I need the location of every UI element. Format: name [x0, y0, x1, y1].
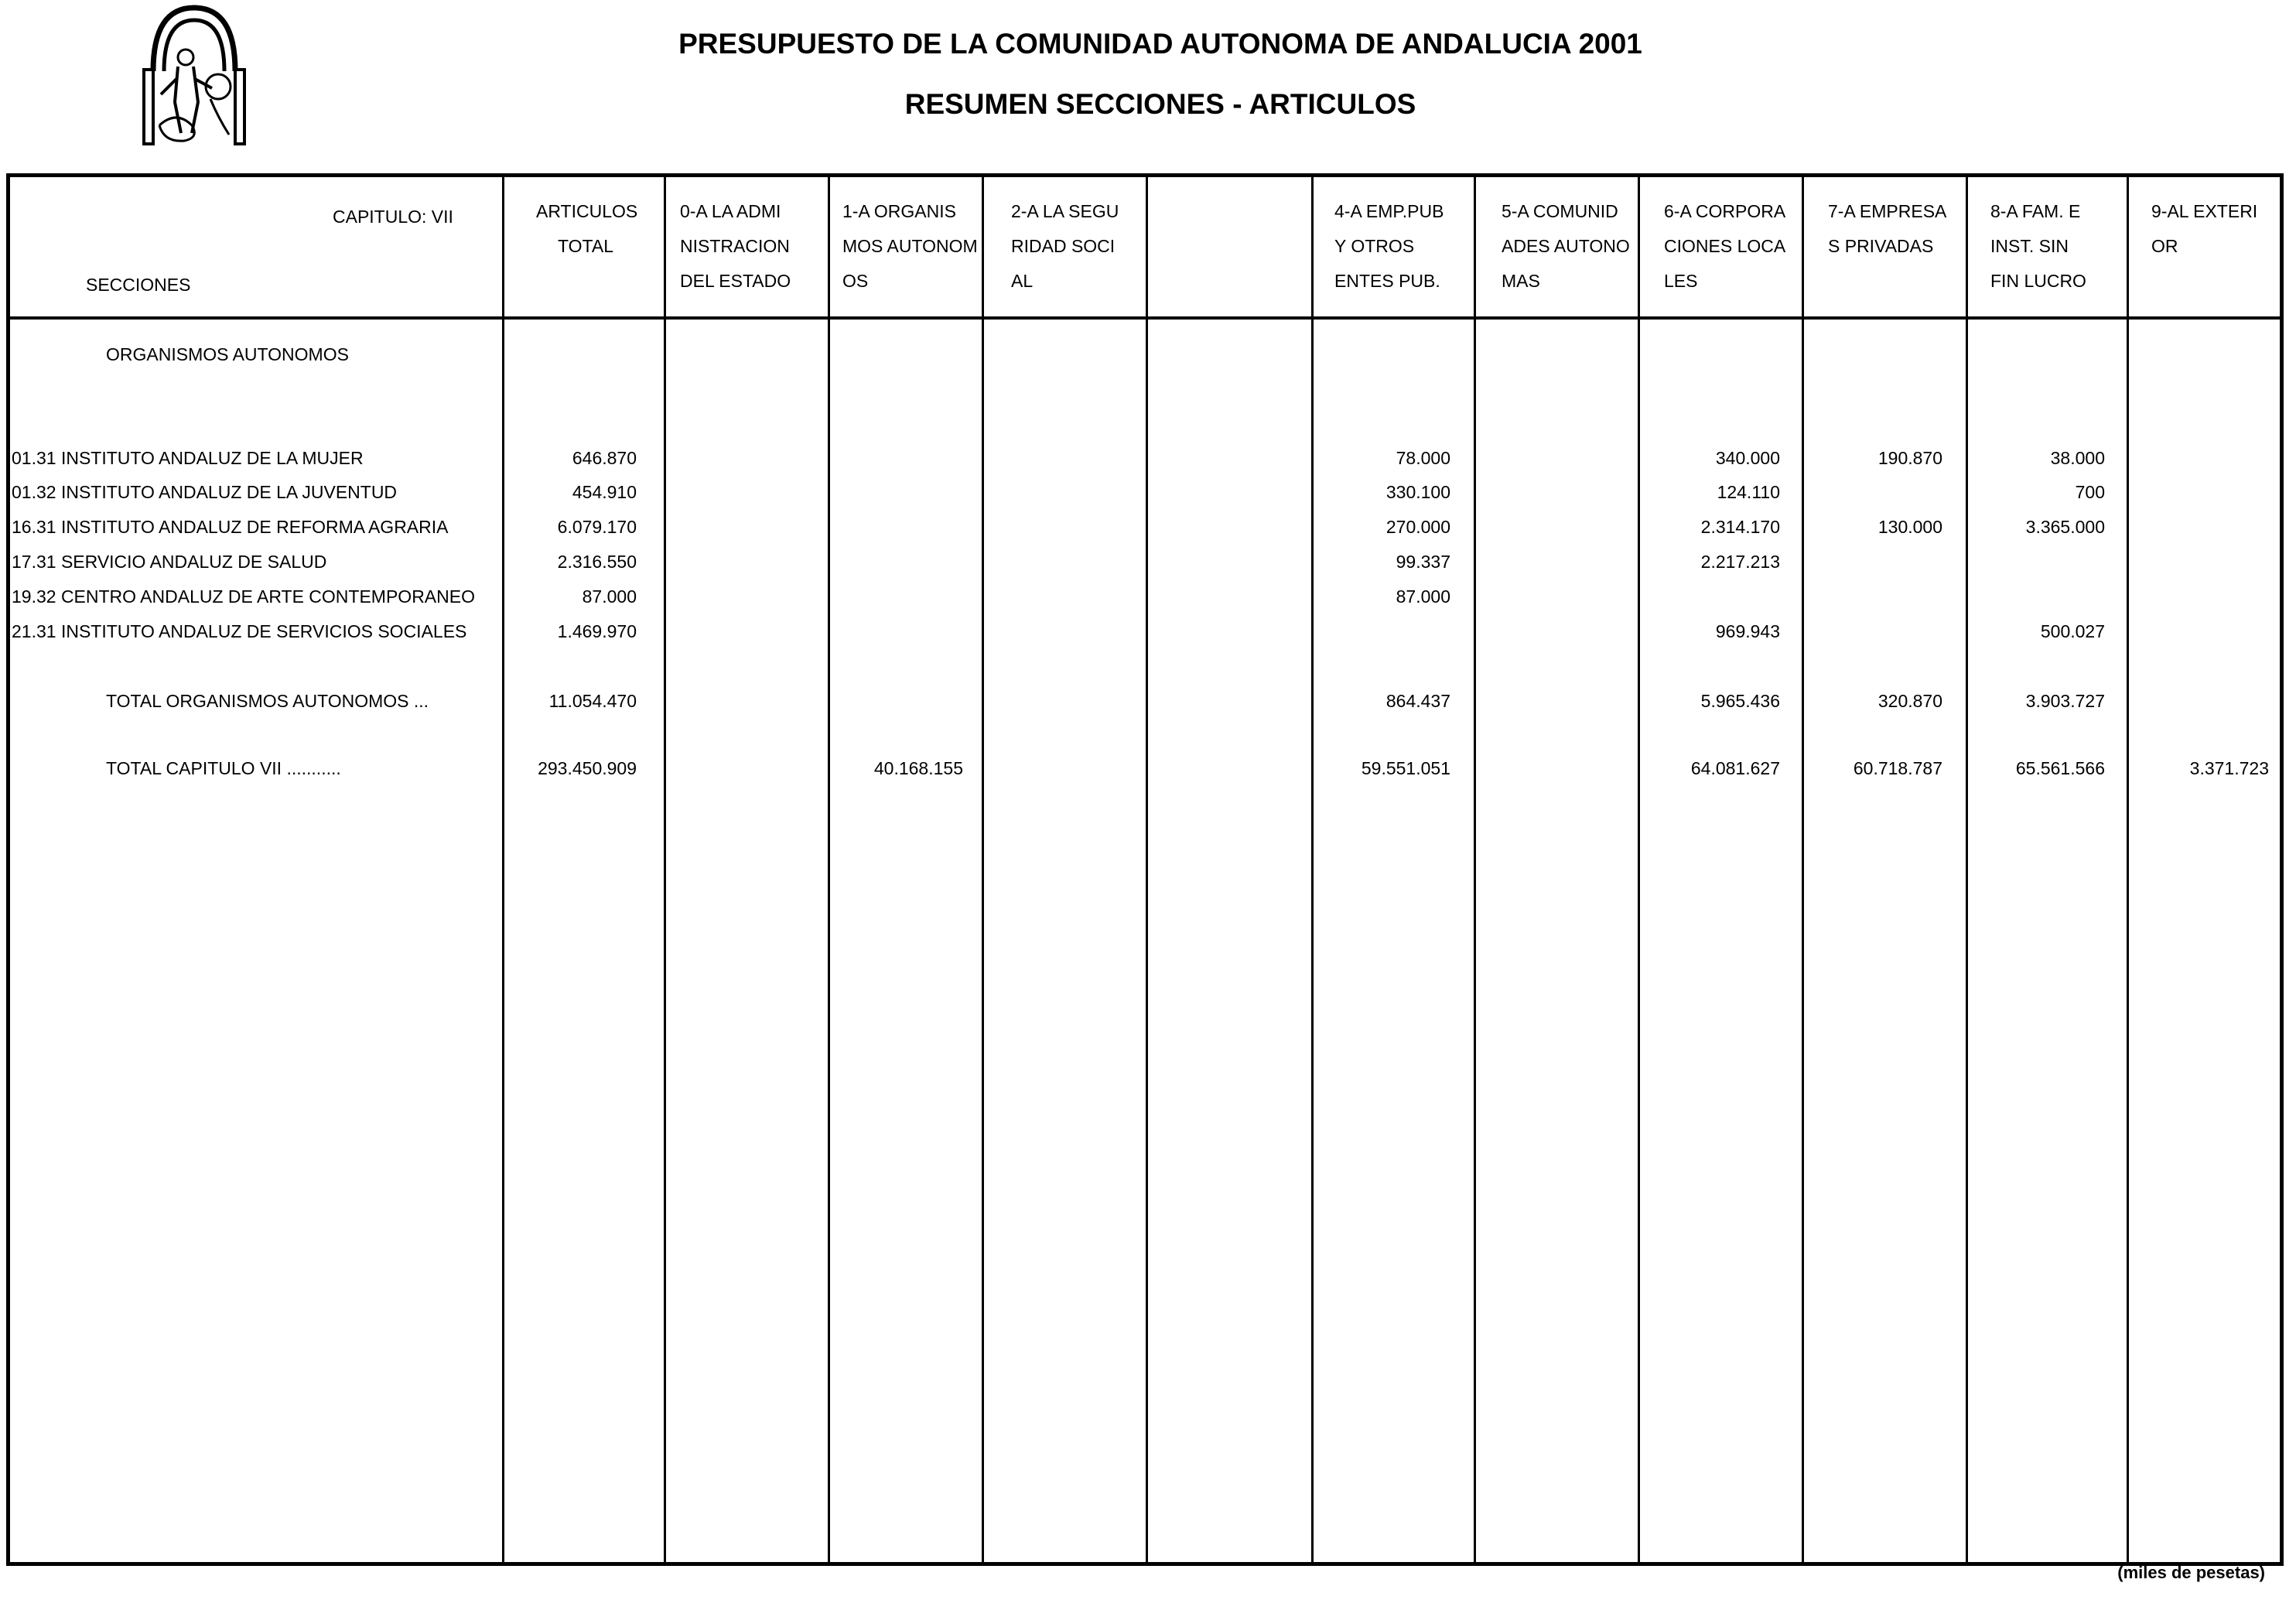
table-row-value: 3.365.000 — [2025, 517, 2105, 537]
table-row-value: 270.000 — [1385, 517, 1450, 537]
table-row-value: 124.110 — [1717, 482, 1780, 502]
total-capitulo-row-value: 59.551.051 — [1361, 758, 1450, 778]
document-subtitle: RESUMEN SECCIONES - ARTICULOS — [904, 88, 1416, 120]
table-row-value: 454.910 — [572, 482, 637, 502]
table-row-value: 78.000 — [1396, 448, 1450, 468]
total-organismos-row-label: TOTAL ORGANISMOS AUTONOMOS ... — [106, 691, 429, 711]
total-capitulo-row-label: TOTAL CAPITULO VII ........... — [106, 758, 341, 778]
column-header-organismos-autonomos: 1-A ORGANIS MOS AUTONOM OS — [842, 201, 978, 291]
column-header-corporaciones-locales: 6-A CORPORA CIONES LOCA LES — [1664, 201, 1786, 291]
total-organismos-row-value: 864.437 — [1385, 691, 1450, 711]
table-row-value: 340.000 — [1715, 448, 1780, 468]
column-header-empresas-publicas: 4-A EMP.PUB Y OTROS ENTES PUB. — [1334, 201, 1444, 291]
total-capitulo-row-value: 3.371.723 — [2189, 758, 2269, 778]
column-header-administracion-estado: 0-A LA ADMI NISTRACION DEL ESTADO — [680, 201, 791, 291]
capitulo-label: CAPITULO: VII — [333, 207, 453, 227]
table-row-label: 16.31 INSTITUTO ANDALUZ DE REFORMA AGRARIA — [12, 517, 449, 537]
units-note: (miles de pesetas) — [2117, 1563, 2265, 1582]
table-row-value: 99.337 — [1396, 552, 1450, 572]
table-row-value: 87.000 — [1396, 586, 1450, 607]
total-capitulo-row-value: 64.081.627 — [1690, 758, 1780, 778]
header-divider — [10, 316, 2280, 320]
total-capitulo-row-value: 65.561.566 — [2015, 758, 2105, 778]
table-row-value: 2.217.213 — [1700, 552, 1780, 572]
junta-andalucia-emblem-icon — [138, 2, 251, 147]
table-row-value: 500.027 — [2040, 621, 2105, 641]
table-row-value: 6.079.170 — [557, 517, 637, 537]
table-row-value: 969.943 — [1715, 621, 1780, 641]
total-organismos-row-value: 320.870 — [1877, 691, 1942, 711]
budget-table — [6, 173, 2284, 1566]
table-row-value: 2.314.170 — [1700, 517, 1780, 537]
column-header-familias-instituciones: 8-A FAM. E INST. SIN FIN LUCRO — [1990, 201, 2086, 291]
table-row-label: 01.31 INSTITUTO ANDALUZ DE LA MUJER — [12, 448, 364, 468]
document-title: PRESUPUESTO DE LA COMUNIDAD AUTONOMA DE ANDALUCIA 2001 — [678, 28, 1642, 60]
table-row-value: 1.469.970 — [557, 621, 637, 641]
table-row-value: 646.870 — [572, 448, 637, 468]
total-capitulo-row-value: 40.168.155 — [873, 758, 963, 778]
column-header-articulos-total: ARTICULOS TOTAL — [536, 201, 638, 256]
table-row-value: 87.000 — [582, 586, 637, 607]
column-header-comunidades-autonomas: 5-A COMUNID ADES AUTONO MAS — [1502, 201, 1630, 291]
table-row-value: 130.000 — [1877, 517, 1942, 537]
column-header-empresas-privadas: 7-A EMPRESA S PRIVADAS — [1828, 201, 1947, 256]
secciones-label: SECCIONES — [86, 275, 191, 295]
total-organismos-row-value: 11.054.470 — [548, 691, 637, 711]
table-row-label: 21.31 INSTITUTO ANDALUZ DE SERVICIOS SOCIALES — [12, 621, 467, 641]
table-row-value: 700 — [2075, 482, 2105, 502]
total-organismos-row-value: 5.965.436 — [1700, 691, 1780, 711]
table-row-label: 01.32 INSTITUTO ANDALUZ DE LA JUVENTUD — [12, 482, 398, 502]
table-row-label: 19.32 CENTRO ANDALUZ DE ARTE CONTEMPORANEO — [12, 586, 475, 607]
total-capitulo-row-value: 293.450.909 — [538, 758, 637, 778]
total-capitulo-row-value: 60.718.787 — [1853, 758, 1942, 778]
table-row-value: 2.316.550 — [557, 552, 637, 572]
table-row-value: 330.100 — [1385, 482, 1450, 502]
group-label: ORGANISMOS AUTONOMOS — [106, 344, 349, 364]
table-row-label: 17.31 SERVICIO ANDALUZ DE SALUD — [12, 552, 327, 572]
table-row-value: 38.000 — [2050, 448, 2105, 468]
table-row-value: 190.870 — [1877, 448, 1942, 468]
column-header-exterior: 9-AL EXTERI OR — [2151, 201, 2258, 256]
total-organismos-row-value: 3.903.727 — [2025, 691, 2105, 711]
column-header-seguridad-social: 2-A LA SEGU RIDAD SOCI AL — [1011, 201, 1119, 291]
